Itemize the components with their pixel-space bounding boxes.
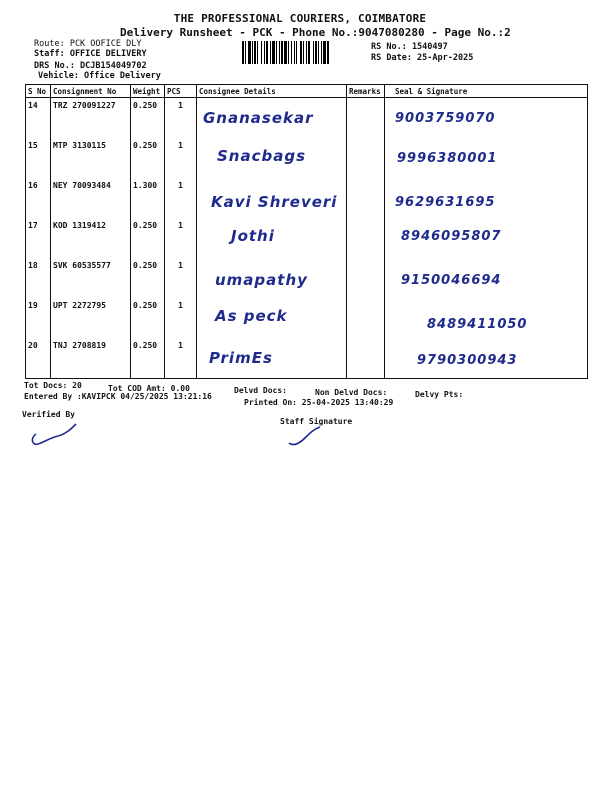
cell-consignment: TNJ 2708819 [51, 338, 131, 379]
barcode-image [242, 41, 364, 64]
cell-remarks [347, 178, 385, 218]
column-header-weight: Weight [131, 85, 165, 98]
table-row [26, 178, 588, 218]
cell-remarks [347, 218, 385, 258]
signature-handwriting: 8946095807 [401, 229, 502, 244]
cell-remarks [347, 138, 385, 178]
staff-signature-label: Staff Signature [280, 417, 353, 426]
cell-seal [385, 338, 588, 379]
cell-seal [385, 298, 588, 338]
cell-pcs: 1 [165, 258, 197, 298]
non-delivered-docs: Non Delvd Docs: [315, 388, 388, 397]
runsheet-table [25, 84, 588, 379]
cell-remarks [347, 338, 385, 379]
rs-number: RS No.: 1540497 [371, 42, 448, 52]
column-header-remarks: Remarks [347, 85, 385, 98]
cell-consignee [197, 338, 347, 379]
consignee-handwriting: Jothi [231, 227, 275, 245]
cell-consignment: MTP 3130115 [51, 138, 131, 178]
cell-pcs: 1 [165, 298, 197, 338]
column-header-consignment: Consignment No [51, 85, 131, 98]
consignee-handwriting: Kavi Shreveri [211, 193, 338, 211]
cell-consignment: UPT 2272795 [51, 298, 131, 338]
cell-seal [385, 258, 588, 298]
cell-seal [385, 98, 588, 139]
cell-consignee [197, 98, 347, 139]
cell-weight: 0.250 [131, 98, 165, 139]
cell-sno: 15 [26, 138, 51, 178]
column-header-sno: S No [26, 85, 51, 98]
cell-sno: 17 [26, 218, 51, 258]
vehicle-label: Vehicle: Office Delivery [38, 71, 161, 81]
cell-remarks [347, 258, 385, 298]
cell-remarks [347, 98, 385, 139]
cell-consignment: SVK 60535577 [51, 258, 131, 298]
cell-pcs: 1 [165, 138, 197, 178]
cell-consignment: TRZ 270091227 [51, 98, 131, 139]
cell-weight: 1.300 [131, 178, 165, 218]
table-row [26, 338, 588, 379]
cell-consignment: KOD 1319412 [51, 218, 131, 258]
cell-consignee [197, 138, 347, 178]
cell-weight: 0.250 [131, 298, 165, 338]
column-header-seal: Seal & Signature [385, 85, 588, 98]
cell-sno: 20 [26, 338, 51, 379]
cell-pcs: 1 [165, 178, 197, 218]
cell-consignment: NEY 70093484 [51, 178, 131, 218]
company-title: THE PROFESSIONAL COURIERS, COIMBATORE [173, 12, 427, 25]
cell-pcs: 1 [165, 338, 197, 379]
cell-sno: 18 [26, 258, 51, 298]
table-row [26, 98, 588, 139]
column-header-consignee: Consignee Details [197, 85, 347, 98]
total-docs: Tot Docs: 20 [24, 381, 82, 390]
verified-by-signature [28, 420, 80, 448]
delivered-docs: Delvd Docs: [234, 386, 287, 395]
consignee-handwriting: Gnanasekar [203, 109, 314, 127]
table-row [26, 138, 588, 178]
cell-weight: 0.250 [131, 138, 165, 178]
route-label: Route: PCK OOFICE DLY [34, 39, 142, 49]
table-row [26, 298, 588, 338]
table-header-row [26, 85, 588, 98]
table-row [26, 218, 588, 258]
staff-signature [286, 425, 326, 449]
signature-handwriting: 9003759070 [395, 111, 496, 126]
cell-seal [385, 218, 588, 258]
cell-seal [385, 178, 588, 218]
cell-seal [385, 138, 588, 178]
verified-by-label: Verified By [22, 410, 75, 419]
cell-sno: 16 [26, 178, 51, 218]
consignee-handwriting: umapathy [215, 271, 308, 289]
table-row [26, 258, 588, 298]
signature-handwriting: 9629631695 [395, 195, 496, 210]
cell-consignee [197, 258, 347, 298]
rs-date: RS Date: 25-Apr-2025 [371, 53, 474, 63]
cell-sno: 19 [26, 298, 51, 338]
cell-remarks [347, 298, 385, 338]
consignee-handwriting: As peck [215, 307, 288, 325]
cell-consignee [197, 298, 347, 338]
cell-sno: 14 [26, 98, 51, 139]
cell-pcs: 1 [165, 218, 197, 258]
entered-by: Entered By :KAVIPCK 04/25/2025 13:21:16 [24, 392, 212, 401]
consignee-handwriting: PrimEs [209, 349, 273, 367]
cell-weight: 0.250 [131, 218, 165, 258]
column-header-pcs: PCS [165, 85, 197, 98]
consignee-handwriting: Snacbags [217, 147, 307, 165]
cell-weight: 0.250 [131, 338, 165, 379]
total-cod-amount: Tot COD Amt: 0.00 [108, 384, 190, 393]
cell-consignee [197, 178, 347, 218]
cell-consignee [197, 218, 347, 258]
signature-handwriting: 9150046694 [401, 273, 502, 288]
signature-handwriting: 8489411050 [427, 317, 528, 332]
printed-on: Printed On: 25-04-2025 13:40:29 [244, 398, 394, 407]
delivery-points: Delvy Pts: [415, 390, 464, 399]
drs-number: DRS No.: DCJB154049702 [34, 61, 147, 71]
signature-handwriting: 9996380001 [397, 151, 498, 166]
cell-pcs: 1 [165, 98, 197, 139]
signature-handwriting: 9790300943 [417, 353, 518, 368]
cell-weight: 0.250 [131, 258, 165, 298]
staff-label: Staff: OFFICE DELIVERY [34, 49, 147, 59]
runsheet-subtitle: Delivery Runsheet - PCK - Phone No.:9047080280 - Page No.:2 [120, 26, 511, 39]
